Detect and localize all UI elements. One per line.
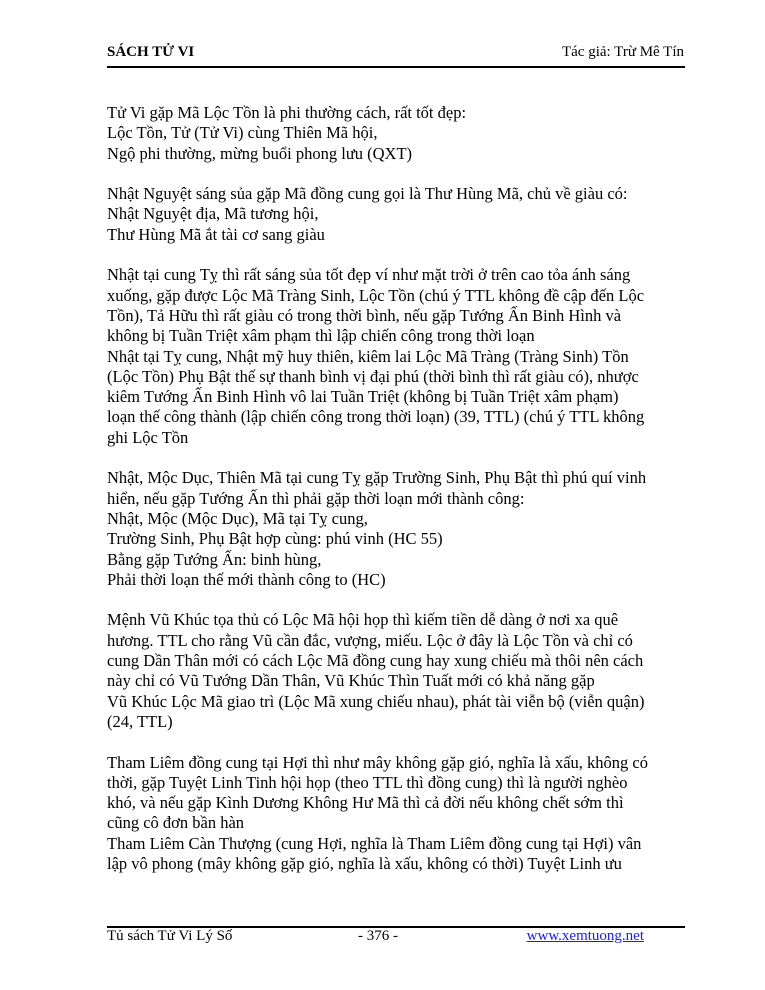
text-line: ghi Lộc Tồn — [107, 427, 189, 447]
text-line: Tham Liêm Càn Thượng (cung Hợi, nghĩa là Tham Liêm đồng cung tại Hợi) vân — [107, 833, 642, 853]
text-line: thời, gặp Tuyệt Linh Tinh hội họp (theo TTL thì đồng cung) thì là người nghèo — [107, 772, 628, 792]
text-line: này chỉ có Vũ Tướng Dần Thân, Vũ Khúc Thìn Tuất mới có khả năng gặp — [107, 671, 595, 691]
text-line: Bằng gặp Tướng Ấn: binh hùng, — [107, 549, 322, 569]
paragraph — [107, 753, 692, 875]
text-line: Nhật Nguyệt địa, Mã tương hội, — [107, 204, 319, 224]
text-line: Nhật, Mộc (Mộc Dục), Mã tại Tỵ cung, — [107, 508, 368, 528]
paragraph — [107, 184, 692, 245]
text-line: cũng cô đơn bần hàn — [107, 813, 245, 833]
text-line: khó, và nếu gặp Kình Dương Không Hư Mã thì cả đời nếu không chết sớm thì — [107, 793, 624, 813]
paragraph — [107, 265, 692, 448]
text-line: xuống, gặp được Lộc Mã Tràng Sinh, Lộc Tồn (chú ý TTL không đề cập đến Lộc — [107, 285, 645, 305]
text-line: hiển, nếu gặp Tướng Ấn thì phải gặp thời loạn mới thành công: — [107, 488, 525, 508]
text-line: Tham Liêm đồng cung tại Hợi thì như mây không gặp gió, nghĩa là xấu, không có — [107, 752, 648, 772]
header-divider — [107, 66, 685, 68]
text-line: Mệnh Vũ Khúc tọa thủ có Lộc Mã hội họp thì kiếm tiền dễ dàng ở nơi xa quê — [107, 610, 619, 630]
text-line: cung Dần Thân mới có cách Lộc Mã đồng cung hay xung chiếu mà thôi nên cách — [107, 651, 644, 671]
header-author: Tác giả: Trừ Mê Tín — [561, 44, 684, 60]
text-line: Lộc Tồn, Tử (Tử Vi) cùng Thiên Mã hội, — [107, 123, 378, 143]
text-line: Nhật, Mộc Dục, Thiên Mã tại cung Tỵ gặp Trường Sinh, Phụ Bật thì phú quí vinh — [107, 468, 647, 488]
text-line: Nhật tại Tỵ cung, Nhật mỹ huy thiên, kiêm lai Lộc Mã Tràng (Tràng Sinh) Tồn — [107, 346, 629, 366]
text-line: Tồn), Tả Hữu thì rất giàu có trong thời bình, nếu gặp Tướng Ấn Binh Hình và — [107, 305, 622, 325]
text-line: Nhật Nguyệt sáng sủa gặp Mã đồng cung gọi là Thư Hùng Mã, chủ về giàu có: — [107, 184, 628, 204]
paragraph — [107, 468, 692, 590]
text-line: loạn thế công thành (lập chiến công trong thời loạn) (39, TTL) (chú ý TTL không — [107, 407, 645, 427]
text-line: lập vô phong (mây không gặp gió, nghĩa là xấu, không có thời) Tuyệt Linh ưu — [107, 853, 622, 873]
text-line: Tử Vi gặp Mã Lộc Tồn là phi thường cách, rất tốt đẹp: — [107, 103, 467, 122]
text-line: Vũ Khúc Lộc Mã giao trì (Lộc Mã xung chiếu nhau), phát tài viễn bộ (viễn quận) — [107, 691, 645, 711]
footer-website-link[interactable]: www.xemtuong.net — [526, 928, 644, 944]
text-line: Thư Hùng Mã ắt tài cơ sang giàu — [107, 224, 325, 244]
text-line: (Lộc Tồn) Phụ Bật thế sự thanh bình vị đại phú (thời bình thì rất giàu có), nhược — [107, 366, 639, 386]
footer-series: Tủ sách Tử Vi Lý Số — [107, 928, 233, 944]
paragraph — [107, 610, 692, 732]
header-title: SÁCH TỬ VI — [107, 44, 195, 60]
page-body — [107, 103, 692, 895]
text-line: Ngộ phi thường, mừng buổi phong lưu (QXT) — [107, 143, 413, 163]
text-line: Nhật tại cung Tỵ thì rất sáng sủa tốt đẹp ví như mặt trời ở trên cao tỏa ánh sáng — [107, 265, 631, 285]
text-line: không bị Tuần Triệt xâm phạm thì lập chiến công trong thời loạn — [107, 326, 535, 346]
text-line: (24, TTL) — [107, 711, 173, 731]
text-line: kiêm Tướng Ấn Binh Hình vô lai Tuần Triệt (không bị Tuần Triệt xâm phạm) — [107, 387, 619, 407]
text-line: Phải thời loạn thế mới thành công to (HC) — [107, 569, 386, 589]
text-line: hương. TTL cho rằng Vũ cần đắc, vượng, miếu. Lộc ở đây là Lộc Tồn và chỉ có — [107, 630, 633, 650]
paragraph — [107, 103, 692, 164]
text-line: Trường Sinh, Phụ Bật hợp cùng: phú vinh (HC 55) — [107, 529, 443, 549]
page-number: - 376 - — [358, 928, 398, 944]
